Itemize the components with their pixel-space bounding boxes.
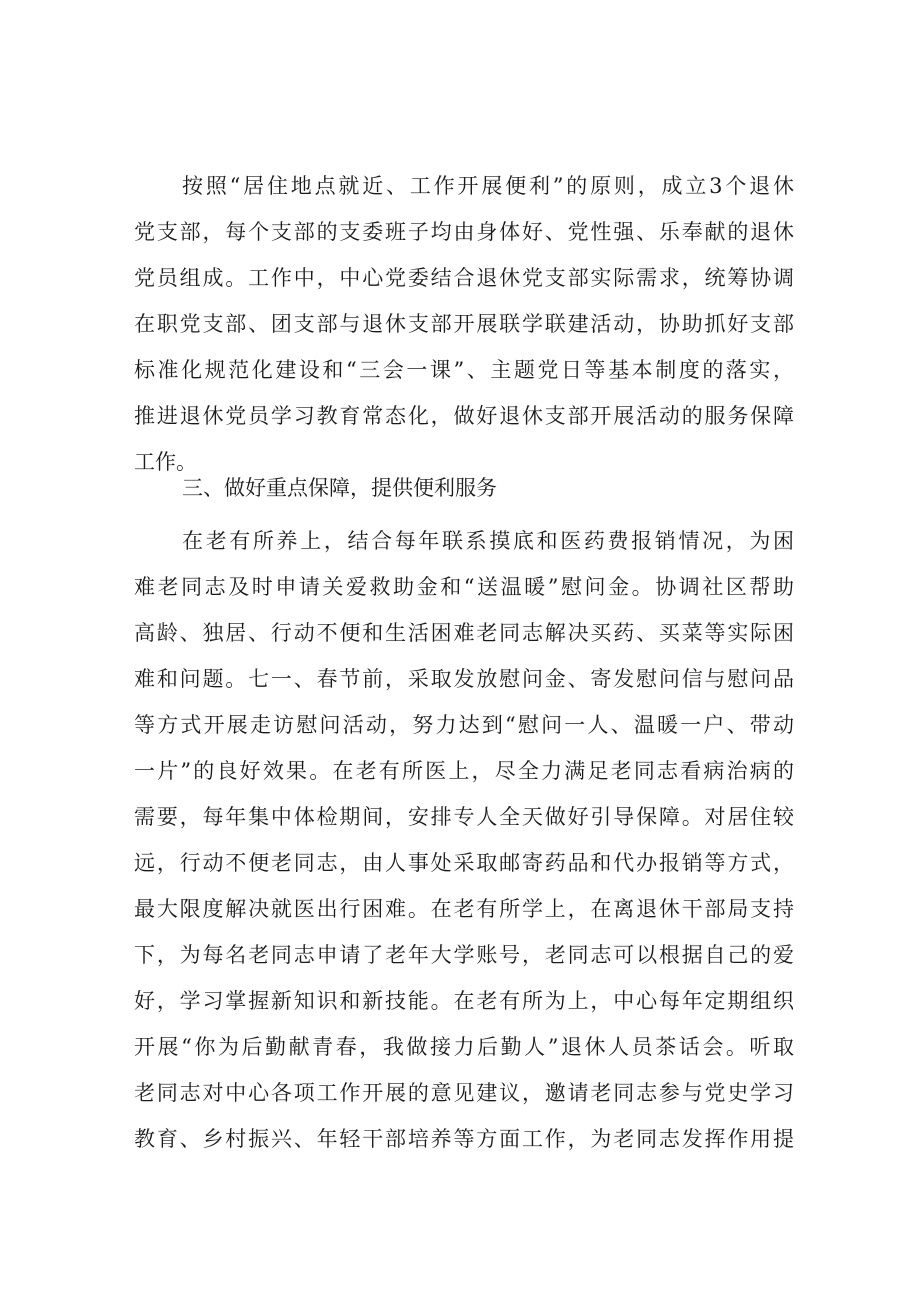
paragraph-line: 开展“你为后勤献青春，我做接力后勤人”退休人员茶话会。听取	[134, 1035, 794, 1059]
paragraph-retired-party-branches	[134, 163, 794, 485]
paragraph-line: 标准化规范化建设和“三会一课”、主题党日等基本制度的落实，	[134, 358, 794, 382]
paragraph-line: 好，学习掌握新知识和新技能。在老有所为上，中心每年定期组织	[134, 989, 794, 1013]
paragraph-line: 等方式开展走访慰问活动，努力达到“慰问一人、温暖一户、带动	[134, 713, 794, 737]
paragraph-line: 难和问题。七一、春节前，采取发放慰问金、寄发慰问信与慰问品	[134, 667, 794, 691]
paragraph-line: 党员组成。工作中，中心党委结合退休党支部实际需求，统筹协调	[134, 266, 794, 290]
paragraph-line: 推进退休党员学习教育常态化，做好退休支部开展活动的服务保障	[134, 404, 794, 428]
paragraph-line: 需要，每年集中体检期间，安排专人全天做好引导保障。对居住较	[134, 805, 794, 829]
paragraph-line: 远，行动不便老同志，由人事处采取邮寄药品和代办报销等方式，	[134, 851, 794, 875]
paragraph-line: 难老同志及时申请关爱救助金和“送温暖”慰问金。协调社区帮助	[134, 575, 794, 599]
section-heading	[134, 465, 794, 511]
paragraph-line: 按照“居住地点就近、工作开展便利”的原则，成立3个退休	[182, 174, 794, 198]
paragraph-line: 党支部，每个支部的支委班子均由身体好、党性强、乐奉献的退休	[134, 220, 794, 244]
paragraph-line: 教育、乡村振兴、年轻干部培养等方面工作，为老同志发挥作用提	[134, 1127, 794, 1151]
paragraph-line: 最大限度解决就医出行困难。在老有所学上，在离退休干部局支持	[134, 897, 794, 921]
paragraph-line: 老同志对中心各项工作开展的意见建议，邀请老同志参与党史学习	[134, 1081, 794, 1105]
paragraph-line: 下，为每名老同志申请了老年大学账号，老同志可以根据自己的爱	[134, 943, 794, 967]
paragraph-key-support-services	[134, 518, 794, 1162]
paragraph-line: 在职党支部、团支部与退休支部开展联学联建活动，协助抓好支部	[134, 312, 794, 336]
section-heading-text: 三、做好重点保障，提供便利服务	[182, 476, 497, 500]
paragraph-line: 高龄、独居、行动不便和生活困难老同志解决买药、买菜等实际困	[134, 621, 794, 645]
paragraph-line: 一片”的良好效果。在老有所医上，尽全力满足老同志看病治病的	[134, 759, 794, 783]
paragraph-line: 工作。	[134, 450, 197, 474]
paragraph-line: 在老有所养上，结合每年联系摸底和医药费报销情况，为困	[182, 529, 794, 553]
